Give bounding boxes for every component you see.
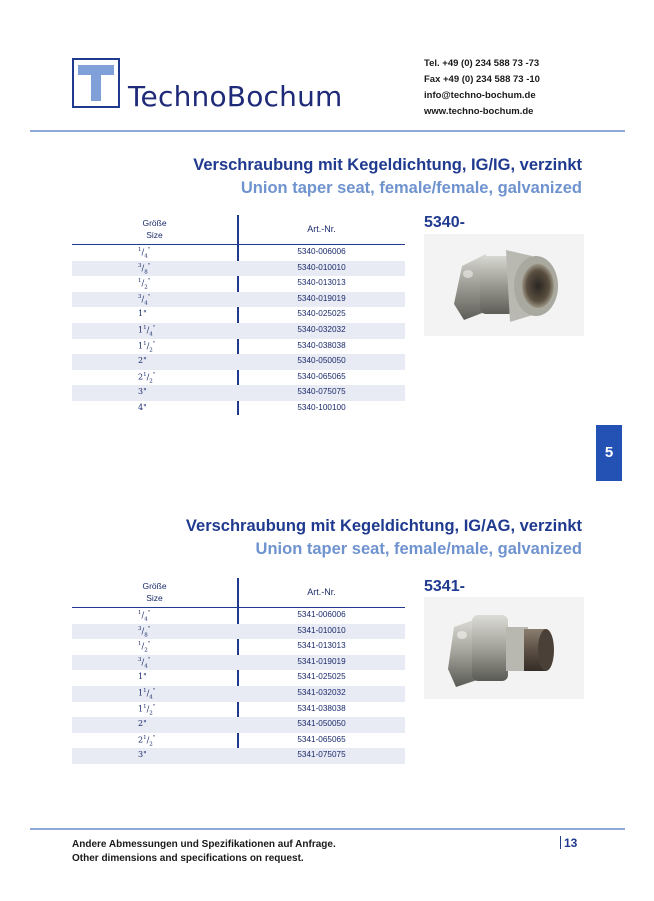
size-cell <box>138 704 178 716</box>
size-slash: / <box>141 263 145 273</box>
section-1-code: 5340- <box>424 214 465 231</box>
size-inch-mark: " <box>147 293 151 300</box>
size-whole: 1" <box>138 672 147 682</box>
col-size-label-en: Size <box>146 230 163 240</box>
col-art-header: Art.-Nr. <box>307 224 336 234</box>
article-number-cell: 5340-100100 <box>297 402 346 412</box>
size-whole: 1" <box>138 309 147 319</box>
size-whole: 4" <box>138 402 147 412</box>
size-numerator: 3 <box>138 293 142 300</box>
size-cell <box>138 278 178 290</box>
size-denominator: 8 <box>144 268 148 275</box>
union-fitting-female-male-image <box>424 597 584 699</box>
section-1-title-de: Verschraubung mit Kegeldichtung, IG/IG, verzinkt <box>193 156 582 174</box>
size-numerator: 1 <box>143 703 147 710</box>
size-denominator: 4 <box>149 331 153 338</box>
table-row <box>72 733 405 749</box>
product-photo-5340 <box>424 234 584 336</box>
size-numerator: 1 <box>138 641 142 648</box>
size-denominator: 2 <box>144 284 148 291</box>
article-number-cell: 5341-013013 <box>297 641 346 651</box>
size-slash: / <box>146 341 150 351</box>
article-number-cell: 5340-065065 <box>297 371 346 381</box>
article-number-cell: 5340-038038 <box>297 340 346 350</box>
size-inch-mark: " <box>152 734 156 741</box>
size-cell <box>138 294 178 306</box>
size-inch-mark: " <box>147 610 151 616</box>
table-row <box>72 307 405 323</box>
size-whole: 2 <box>138 372 144 382</box>
size-cell <box>138 610 178 622</box>
size-cell <box>138 719 178 728</box>
logo-t-stem <box>91 75 101 101</box>
size-denominator: 2 <box>149 378 153 384</box>
size-slash: / <box>146 735 150 745</box>
size-denominator: 8 <box>144 631 148 638</box>
product-photo-5341 <box>424 597 584 699</box>
size-whole: 3" <box>138 750 147 760</box>
size-whole: 1 <box>138 688 144 698</box>
contact-email[interactable]: info@techno-bochum.de <box>424 90 536 101</box>
article-number-cell: 5340-006006 <box>297 247 346 256</box>
contact-fax: Fax +49 (0) 234 588 73 -10 <box>424 74 540 85</box>
col-size-label-en: Size <box>146 593 163 603</box>
size-whole: 1 <box>138 704 144 714</box>
article-number-cell: 5340-010010 <box>297 262 346 272</box>
size-denominator: 2 <box>149 346 153 353</box>
table-row <box>72 323 405 339</box>
size-slash: / <box>146 688 150 698</box>
size-whole: 2 <box>138 735 144 745</box>
size-slash: / <box>146 325 150 335</box>
col-size-header <box>72 214 237 244</box>
size-inch-mark: " <box>147 247 151 253</box>
table-row <box>72 624 405 640</box>
table-row <box>72 385 405 401</box>
article-number-cell: 5341-010010 <box>297 625 346 635</box>
size-numerator: 3 <box>138 625 142 632</box>
union-fitting-female-female-image <box>424 234 584 336</box>
size-slash: / <box>141 641 145 651</box>
table-row <box>72 354 405 370</box>
size-cell <box>138 247 178 259</box>
size-numerator: 1 <box>143 734 147 741</box>
size-inch-mark: " <box>152 371 156 378</box>
col-size-header <box>72 577 237 607</box>
contact-phone: Tel. +49 (0) 234 588 73 -73 <box>424 58 540 69</box>
table-row <box>72 261 405 277</box>
article-number-cell: 5340-050050 <box>297 356 346 366</box>
size-whole: 1 <box>138 325 144 335</box>
size-inch-mark: " <box>152 687 156 694</box>
size-whole: 3" <box>138 387 147 397</box>
table-row <box>72 670 405 686</box>
article-number-cell: 5340-075075 <box>297 387 346 397</box>
footer-note-en: Other dimensions and specifications on request. <box>72 853 304 864</box>
size-numerator: 1 <box>143 687 147 694</box>
article-number-cell: 5340-025025 <box>297 309 346 319</box>
size-slash: / <box>146 704 150 714</box>
table-row <box>72 748 405 764</box>
size-cell <box>138 750 178 759</box>
size-numerator: 1 <box>138 247 142 253</box>
size-slash: / <box>141 294 145 304</box>
article-number-cell: 5340-032032 <box>297 324 346 334</box>
size-cell <box>138 626 178 638</box>
size-denominator: 2 <box>149 709 153 716</box>
size-numerator: 1 <box>138 278 142 285</box>
contact-web[interactable]: www.techno-bochum.de <box>424 106 534 117</box>
size-numerator: 1 <box>143 340 147 347</box>
section-2-table <box>72 577 405 764</box>
size-inch-mark: " <box>152 324 156 331</box>
section-2-title-de: Verschraubung mit Kegeldichtung, IG/AG, verzinkt <box>185 517 582 535</box>
table-row <box>72 655 405 671</box>
logo-t-bar <box>78 65 114 75</box>
article-number-cell: 5341-019019 <box>297 656 346 666</box>
article-number-cell: 5341-050050 <box>297 719 346 729</box>
article-number-cell: 5340-013013 <box>297 278 346 288</box>
size-inch-mark: " <box>147 625 151 632</box>
page-number-value: 13 <box>564 836 578 850</box>
table-row <box>72 276 405 292</box>
size-numerator: 3 <box>138 262 142 269</box>
size-inch-mark: " <box>152 340 156 347</box>
col-art-header: Art.-Nr. <box>307 587 336 597</box>
size-cell <box>138 735 178 747</box>
size-cell <box>138 403 178 412</box>
brand-logo <box>72 58 120 108</box>
size-cell <box>138 641 178 653</box>
size-inch-mark: " <box>147 278 151 285</box>
table-row <box>72 339 405 355</box>
size-denominator: 4 <box>149 694 153 701</box>
article-number-cell: 5341-075075 <box>297 750 346 760</box>
size-cell <box>138 356 178 365</box>
size-slash: / <box>141 610 145 620</box>
section-1-title-en: Union taper seat, female/female, galvanized <box>240 179 582 197</box>
table-row <box>72 702 405 718</box>
table-row <box>72 292 405 308</box>
footer-note <box>72 838 336 866</box>
article-number-cell: 5341-032032 <box>297 687 346 697</box>
article-number-cell: 5341-006006 <box>297 610 346 619</box>
page-number-bar <box>560 836 561 849</box>
size-numerator: 1 <box>138 610 142 616</box>
table-row <box>72 401 405 417</box>
size-slash: / <box>141 278 145 288</box>
size-cell <box>138 387 178 396</box>
size-cell <box>138 657 178 669</box>
section-2-title-en: Union taper seat, female/male, galvanized <box>255 540 582 558</box>
size-numerator: 3 <box>138 656 142 663</box>
size-denominator: 4 <box>144 253 148 260</box>
size-whole: 2" <box>138 719 147 729</box>
table-row <box>72 245 405 261</box>
brand-name: TechnoBochum <box>128 80 343 113</box>
article-number-cell: 5340-019019 <box>297 293 346 303</box>
table-header <box>72 214 405 245</box>
size-numerator: 1 <box>143 371 147 378</box>
section-2-code: 5341- <box>424 578 465 595</box>
size-cell <box>138 372 178 384</box>
size-inch-mark: " <box>147 641 151 648</box>
size-denominator: 2 <box>149 741 153 747</box>
table-row <box>72 639 405 655</box>
col-size-label-de: Größe <box>142 218 167 228</box>
chapter-tab[interactable]: 5 <box>596 425 622 481</box>
col-size-label-de: Größe <box>142 581 167 591</box>
table-row <box>72 370 405 386</box>
size-cell <box>138 341 178 353</box>
size-slash: / <box>141 626 145 636</box>
article-number-cell: 5341-065065 <box>297 734 346 744</box>
size-cell <box>138 309 178 318</box>
table-body <box>72 608 405 764</box>
size-slash: / <box>146 372 150 382</box>
size-inch-mark: " <box>152 703 156 710</box>
size-slash: / <box>141 247 145 257</box>
page-number <box>560 836 577 850</box>
size-denominator: 4 <box>144 616 148 623</box>
size-denominator: 4 <box>144 663 148 670</box>
size-denominator: 4 <box>144 300 148 307</box>
footer-note-de: Andere Abmessungen und Spezifikationen auf Anfrage. <box>72 839 336 850</box>
table-row <box>72 717 405 733</box>
size-slash: / <box>141 657 145 667</box>
table-row <box>72 686 405 702</box>
footer-divider <box>30 828 625 830</box>
size-denominator: 2 <box>144 647 148 654</box>
table-body <box>72 245 405 417</box>
size-cell <box>138 325 178 337</box>
size-cell <box>138 688 178 700</box>
section-1-table <box>72 214 405 417</box>
size-whole: 1 <box>138 341 144 351</box>
size-whole: 2" <box>138 356 147 366</box>
contact-block <box>424 56 540 120</box>
article-number-cell: 5341-038038 <box>297 703 346 713</box>
size-inch-mark: " <box>147 656 151 663</box>
table-header <box>72 577 405 608</box>
size-cell <box>138 263 178 275</box>
table-row <box>72 608 405 624</box>
size-cell <box>138 672 178 681</box>
article-number-cell: 5341-025025 <box>297 672 346 682</box>
header-divider <box>30 130 625 132</box>
size-numerator: 1 <box>143 324 147 331</box>
size-inch-mark: " <box>147 262 151 269</box>
